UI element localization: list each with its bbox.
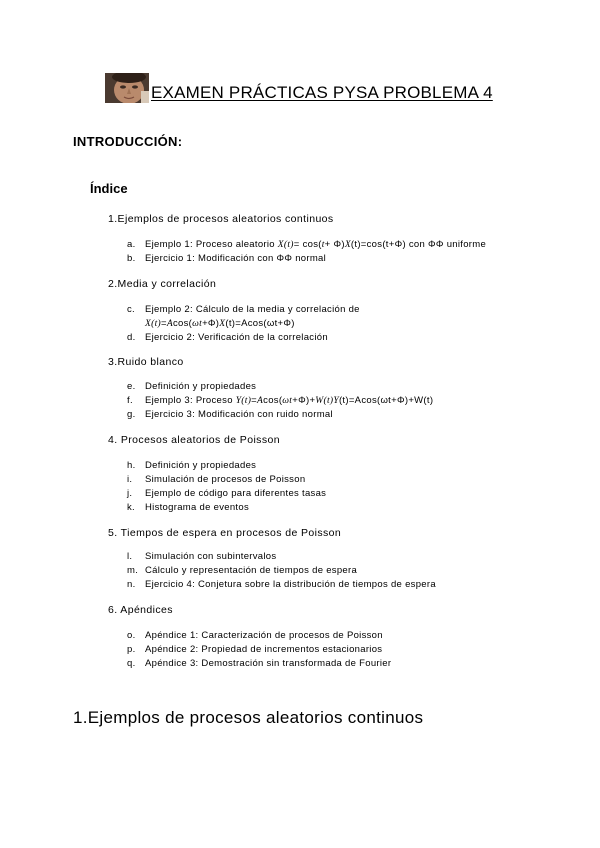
toc-item-text bbox=[145, 488, 326, 499]
toc-item-text bbox=[145, 304, 360, 315]
toc-item-marker: d. bbox=[127, 332, 136, 343]
text-run: Ejercicio 3: Modificación con ruido normal bbox=[145, 409, 333, 420]
text-run: Definición y propiedades bbox=[145, 460, 257, 471]
text-run: (t)=Acos(ωt+Φ) bbox=[225, 318, 295, 329]
text-run: Simulación de procesos de Poisson bbox=[145, 474, 306, 485]
math-symbol: X bbox=[219, 319, 226, 329]
text-run: +Φ)+ bbox=[292, 395, 316, 406]
toc-item-text bbox=[145, 395, 433, 406]
math-symbol: X(t) bbox=[277, 240, 294, 250]
math-symbol: ωt bbox=[192, 319, 203, 329]
toc-item-marker: e. bbox=[127, 381, 136, 392]
text-run: Simulación con subintervalos bbox=[145, 551, 277, 562]
text-run: = cos( bbox=[293, 239, 322, 250]
document-title: EXAMEN PRÁCTICAS PYSA PROBLEMA 4 bbox=[151, 83, 493, 102]
text-run: Definición y propiedades bbox=[145, 381, 257, 392]
index-heading: Índice bbox=[90, 181, 128, 196]
toc-item-marker: l. bbox=[127, 551, 133, 562]
intro-heading: INTRODUCCIÓN: bbox=[73, 134, 183, 149]
text-run: = bbox=[251, 395, 258, 406]
toc-item-text bbox=[145, 460, 256, 471]
text-run: +Φ) bbox=[202, 318, 220, 329]
toc-item-marker: i. bbox=[127, 474, 133, 485]
toc-item-marker: c. bbox=[127, 304, 135, 315]
math-symbol: Y(t) bbox=[235, 396, 252, 406]
toc-item-marker: b. bbox=[127, 253, 136, 264]
toc-item-text bbox=[145, 474, 305, 485]
math-symbol: ωt bbox=[282, 396, 293, 406]
text-run: Ejemplo 2: Cálculo de la media y correlación de bbox=[145, 304, 360, 315]
title-block bbox=[105, 73, 493, 103]
text-run: cos( bbox=[263, 395, 283, 406]
text-run: Apéndice 1: Caracterización de procesos de Poisson bbox=[145, 630, 383, 641]
toc-item-text bbox=[145, 630, 383, 641]
toc-item-text bbox=[145, 381, 256, 392]
toc-item-text bbox=[145, 239, 486, 250]
toc-section-title: 4. Procesos aleatorios de Poisson bbox=[108, 434, 280, 446]
toc-item-marker: q. bbox=[127, 658, 136, 669]
toc-item-text bbox=[145, 644, 382, 655]
toc-item-marker: f. bbox=[127, 395, 133, 406]
toc-item-marker: m. bbox=[127, 565, 139, 576]
text-run: Cálculo y representación de tiempos de espera bbox=[145, 565, 358, 576]
text-run: Ejemplo 3: Proceso bbox=[145, 395, 236, 406]
toc-item-marker: j. bbox=[127, 488, 133, 499]
toc-item-marker: h. bbox=[127, 460, 136, 471]
toc-section-title: 5. Tiempos de espera en procesos de Poisson bbox=[108, 527, 342, 539]
toc-item-marker: g. bbox=[127, 409, 136, 420]
author-photo bbox=[105, 73, 149, 103]
text-run: Ejemplo de código para diferentes tasas bbox=[145, 488, 327, 499]
toc-item-marker: a. bbox=[127, 239, 136, 250]
text-run: Ejercicio 4: Conjetura sobre la distribución de tiempos de espera bbox=[145, 579, 436, 590]
text-run: (t)=cos(t+Φ) con ΦΦ uniforme bbox=[350, 239, 487, 250]
toc-item-marker: k. bbox=[127, 502, 135, 513]
toc-item-text bbox=[145, 565, 357, 576]
text-run: + Φ) bbox=[324, 239, 345, 250]
math-symbol: A bbox=[257, 396, 264, 406]
math-symbol: X bbox=[344, 240, 351, 250]
text-run: Ejercicio 2: Verificación de la correlación bbox=[145, 332, 328, 343]
toc-item-text bbox=[145, 332, 328, 343]
text-run: Apéndice 2: Propiedad de incrementos estacionarios bbox=[145, 644, 383, 655]
toc-item-marker: p. bbox=[127, 644, 136, 655]
text-run: Histograma de eventos bbox=[145, 502, 249, 513]
math-symbol: A bbox=[166, 319, 173, 329]
toc-item-marker: n. bbox=[127, 579, 136, 590]
text-run: = bbox=[160, 318, 167, 329]
toc-section-title: 2.Media y correlación bbox=[108, 278, 217, 290]
math-symbol: X(t) bbox=[145, 319, 161, 329]
math-symbol: W(t)Y bbox=[315, 396, 339, 406]
toc-item-text bbox=[145, 551, 276, 562]
text-run: cos( bbox=[172, 318, 193, 329]
toc-item-text bbox=[145, 409, 333, 420]
toc-item-text bbox=[145, 318, 295, 329]
toc-section-title: 6. Apéndices bbox=[108, 604, 173, 616]
section-heading: 1.Ejemplos de procesos aleatorios continuos bbox=[73, 708, 424, 727]
text-run: Ejercicio 1: Modificación con ΦΦ normal bbox=[145, 253, 327, 264]
toc-item-text bbox=[145, 658, 391, 669]
toc-item-text bbox=[145, 253, 326, 264]
toc-item-text bbox=[145, 579, 436, 590]
toc-section-title: 1.Ejemplos de procesos aleatorios continuos bbox=[108, 213, 334, 225]
toc-item-marker: o. bbox=[127, 630, 136, 641]
text-run: Apéndice 3: Demostración sin transformada de Fourier bbox=[145, 658, 392, 669]
toc-item-text bbox=[145, 502, 249, 513]
toc-section-title: 3.Ruido blanco bbox=[108, 356, 184, 368]
text-run: (t)=Acos(ωt+Φ)+W(t) bbox=[338, 395, 434, 406]
text-run: Ejemplo 1: Proceso aleatorio bbox=[145, 239, 278, 250]
math-symbol: t bbox=[321, 240, 325, 250]
